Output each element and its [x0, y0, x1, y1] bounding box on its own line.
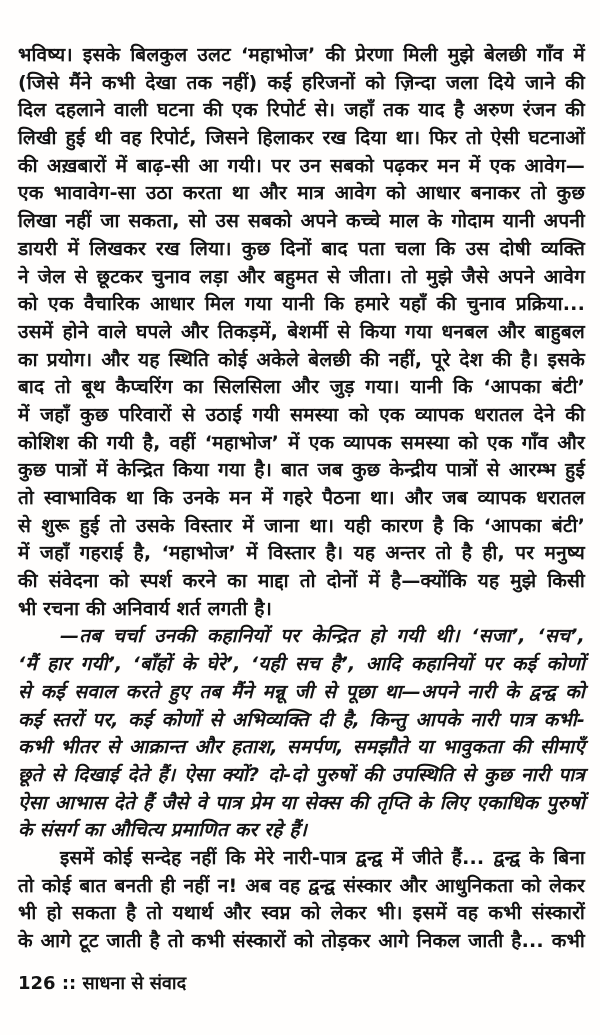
text-line: डायरी में लिखकर रख लिया। कुछ दिनों बाद पता चला कि उस दोषी व्यक्ति	[18, 237, 585, 260]
text-line: कभी भीतर से आक्रान्त और हताश, समर्पण, समझौते या भावुकता की सीमाएँ	[18, 736, 585, 759]
text-line: लिखा नहीं जा सकता, सो उस सबको अपने कच्चे माल के गोदाम यानी अपनी	[18, 210, 585, 233]
text-line: ऐसा आभास देते हैं जैसे वे पात्र प्रेम या सेक्स की तृप्ति के लिए एकाधिक पुरुषों	[18, 791, 585, 814]
text-line: कोशिश की गयी है, वहीं ‘महाभोज’ में एक व्यापक समस्या को एक गाँव और	[18, 431, 585, 454]
text-line: बाद तो बूथ कैप्चरिंग का सिलसिला और जुड़ गया। यानी कि ‘आपका बंटी’	[18, 376, 585, 399]
text-line: में जहाँ कुछ परिवारों से उठाई गयी समस्या को एक व्यापक धरातल देने की	[18, 403, 585, 426]
text-line: की संवेदना को स्पर्श करने का माद्दा तो दोनों में है—क्योंकि यह मुझे किसी	[18, 570, 585, 593]
text-line: को एक वैचारिक आधार मिल गया यानी कि हमारे यहाँ की चुनाव प्रक्रिया...	[18, 293, 585, 316]
paragraph	[18, 623, 585, 845]
text-line: इसमें कोई सन्देह नहीं कि मेरे नारी-पात्र द्वन्द्व में जीते हैं... द्वन्द्व के बिना	[60, 846, 585, 869]
text-line: भी रचना की अनिवार्य शर्त लगती है।	[18, 597, 273, 620]
text-line: तो स्वाभाविक था कि उनके मन में गहरे पैठना था। और जब व्यापक धरातल	[18, 487, 585, 509]
text-line: के आगे टूट जाती है तो कभी संस्कारों को तोड़कर आगे निकल जाती है... कभी	[18, 930, 585, 952]
text-line: में जहाँ गहराई है, ‘महाभोज’ में विस्तार है। यह अन्तर तो है ही, पर मनुष्य	[18, 542, 585, 565]
text-line: का प्रयोग। और यह स्थिति कोई अकेले बेलछी की नहीं, पूरे देश की है। इसके	[18, 348, 585, 371]
text-line: भविष्य। इसके बिलकुल उलट ‘महाभोज’ की प्रेरणा मिली मुझे बेलछी गाँव में	[18, 44, 585, 66]
paragraph	[18, 845, 585, 956]
text-line: —तब चर्चा उनकी कहानियों पर केन्द्रित हो गयी थी। ‘सजा’, ‘सच’,	[60, 625, 585, 648]
text-line: (जिसे मैंने कभी देखा तक नहीं) कई हरिजनों को ज़िन्दा जला दिये जाने की	[18, 71, 585, 94]
text-line: ने जेल से छूटकर चुनाव लड़ा और बहुमत से जीता। तो मुझे जैसे अपने आवेग	[18, 265, 585, 288]
text-line: कई स्तरों पर, कई कोणों से अभिव्यक्ति दी है, किन्तु आपके नारी पात्र कभी-	[18, 708, 585, 731]
paragraph	[18, 42, 585, 623]
text-line: भी हो सकता है तो यथार्थ और स्वप्न को लेकर भी। इसमें वह कभी संस्कारों	[18, 902, 585, 925]
text-line: तो कोई बात बनती ही नहीं न! अब वह द्वन्द्व संस्कार और आधुनिकता को लेकर	[18, 874, 585, 897]
text-line: से शुरू हुई तो उसके विस्तार में जाना था। यही कारण है कि ‘आपका बंटी’	[18, 514, 585, 537]
text-line: कुछ पात्रों में केन्द्रित किया गया है। बात जब कुछ केन्द्रीय पात्रों से आरम्भ हुई	[18, 459, 585, 482]
text-line: की अख़बारों में बाढ़-सी आ गयी। पर उन सबको पढ़कर मन में एक आवेग—	[18, 154, 585, 177]
text-line: लिखी हुई थी वह रिपोर्ट, जिसने हिलाकर रख दिया था। फिर तो ऐसी घटनाओं	[18, 127, 585, 150]
text-line: उसमें होने वाले घपले और तिकड़में, बेशर्मी से किया गया धनबल और बाहुबल	[18, 320, 585, 343]
text-line: के संसर्ग का औचित्य प्रमाणित कर रहे हैं।	[18, 819, 308, 842]
text-line: से कई सवाल करते हुए तब मैंने मन्नू जी से पूछा था—अपने नारी के द्वन्द्व को	[18, 680, 585, 703]
page-footer	[18, 971, 585, 997]
text-line: दिल दहलाने वाली घटना की एक रिपोर्ट से। जहाँ तक याद है अरुण रंजन की	[18, 99, 585, 122]
footer-text: 126 :: साधना से संवाद	[18, 972, 187, 994]
text-line: ‘मैं हार गयी’, ‘बाँहों के घेरे’, ‘यही सच है’, आदि कहानियों पर कई कोणों	[18, 653, 585, 676]
text-line: छूते से दिखाई देते हैं। ऐसा क्यों? दो-दो पुरुषों की उपस्थिति से कुछ नारी पात्र	[18, 763, 585, 786]
text-block	[18, 42, 585, 956]
text-line: एक भावावेग-सा उठा करता था और मात्र आवेग को आधार बनाकर तो कुछ	[18, 182, 585, 205]
